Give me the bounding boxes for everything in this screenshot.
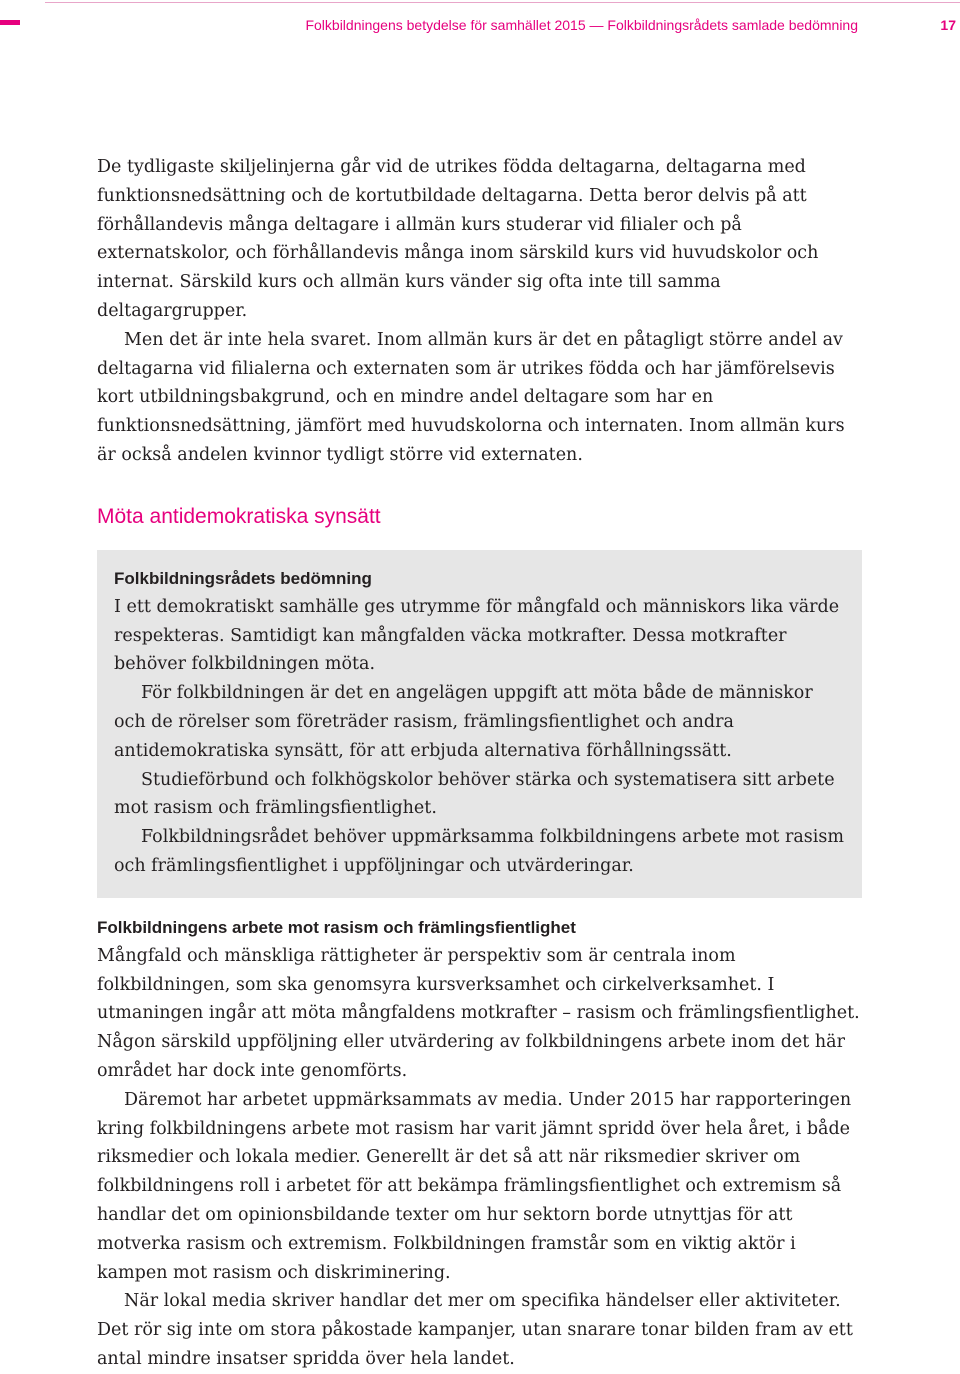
assessment-heading: Folkbildningsrådets bedömning <box>114 568 372 588</box>
body-paragraph: Mångfald och mänskliga rättigheter är perspektiv som är centrala inom folkbildningen, som ska genomsyra kursverksamhet och cirkelverksamhet. I utmaningen ingår att möta mångfaldens motkrafter – rasism och främlingsfientlighet. Någon särskild uppföljning eller utvärdering av folkbildningens arbete inom det här området har dock inte genomförts. <box>97 945 860 1081</box>
running-header: Folkbildningens betydelse för samhället 2015 — Folkbildningsrådets samlade bedömning <box>305 17 858 33</box>
subsection-heading: Folkbildningens arbete mot rasism och främlingsfientlighet <box>97 917 576 937</box>
section-heading: Möta antidemokratiska synsätt <box>97 504 381 528</box>
page-number: 17 <box>940 17 956 33</box>
page-body <box>97 153 862 1374</box>
body-paragraph: De tydligaste skiljelinjerna går vid de utrikes födda deltagarna, deltagarna med funktionsnedsättning och de kortutbildade deltagarna. Detta beror delvis på att förhållandevis många deltagare i allmän kurs studerar vid filialer och på externatskolor, och förhållandevis många inom särskild kurs vid huvudskolor och internat. Särskild kurs och allmän kurs vänder sig ofta inte till samma deltagargrupper. <box>97 157 819 321</box>
assessment-paragraph: För folkbildningen är det en angelägen uppgift att möta både de människor och de rörelser som företräder rasism, främlingsfientlighet och andra antidemokratiska synsätt, för att erbjuda alternativa förhållningssätt. <box>114 683 813 761</box>
assessment-box <box>97 550 862 898</box>
body-paragraph: Men det är inte hela svaret. Inom allmän kurs är det en påtagligt större andel av deltagarna vid filialerna och externaten som är utrikes födda och har jämförelsevis kort utbildningsbakgrund, och en mindre andel deltagare som har en funktionsnedsättning, jämfört med huvudskolorna och internaten. Inom allmän kurs är också andelen kvinnor tydligt större vid externaten. <box>97 329 845 465</box>
assessment-paragraph: I ett demokratiskt samhälle ges utrymme för mångfald och människors lika värde respekteras. Samtidigt kan mångfalden väcka motkrafter. Dessa motkrafter behöver folkbildningen möta. <box>114 596 840 675</box>
assessment-paragraph: Folkbildningsrådet behöver uppmärksamma folkbildningens arbete mot rasism och främlingsfientlighet i uppföljningar och utvärderingar. <box>114 827 844 876</box>
body-paragraph: När lokal media skriver handlar det mer om specifika händelser eller aktiviteter. Det rör sig inte om stora påkostade kampanjer, utan snarare tonar bilden fram av ett antal mindre insatser spridda över hela landet. <box>97 1291 853 1369</box>
header-rule <box>45 2 960 3</box>
body-paragraph: Däremot har arbetet uppmärksammats av media. Under 2015 har rapporteringen kring folkbildningens arbete mot rasism har varit jämnt spridd över hela året, i både riksmedier och lokala medier. Generellt är det så att när riksmedier skriver om folkbildningens roll i arbetet för att bekämpa främlingsfientlighet och extremism så handlar det om opinionsbildande texter om hur sektorn borde utnyttjas för att motverka rasism och extremism. Folkbildningen framstår som en viktig aktör i kampen mot rasism och diskriminering. <box>97 1089 852 1283</box>
assessment-paragraph: Studieförbund och folkhögskolor behöver stärka och systematisera sitt arbete mot rasism och främlingsfientlighet. <box>114 769 835 819</box>
header-accent-mark <box>0 20 20 25</box>
